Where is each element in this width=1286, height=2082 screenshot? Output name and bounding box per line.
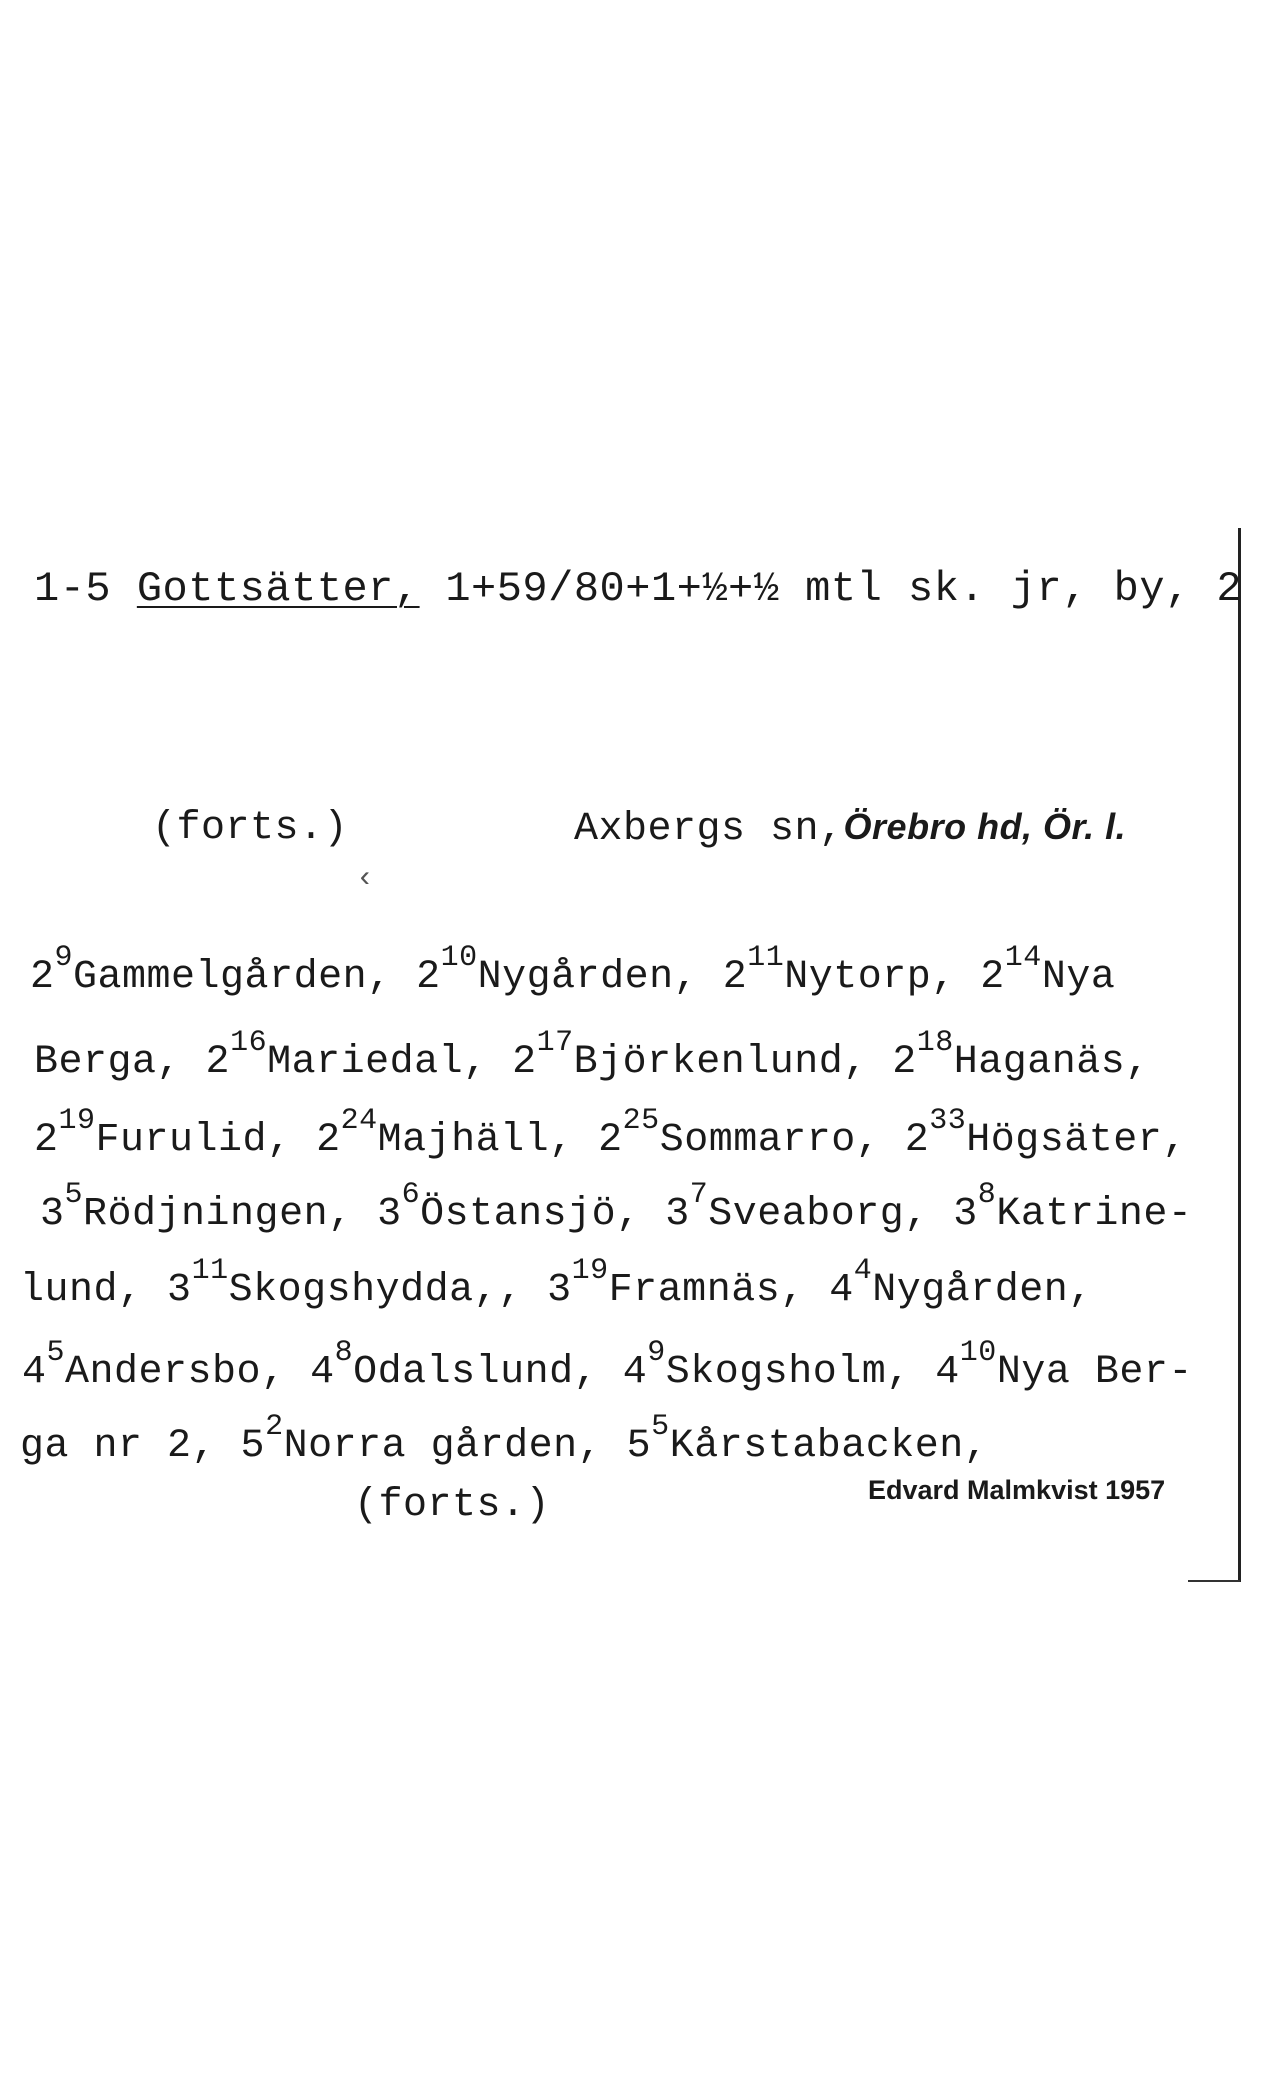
entry-name: Furulid, xyxy=(95,1118,292,1163)
entry-sup: 5 xyxy=(46,1336,66,1370)
entry-sup: 19 xyxy=(571,1254,609,1288)
entry-sup: 7 xyxy=(689,1178,709,1212)
entry-name: Nygården, xyxy=(872,1268,1093,1313)
entry-num: 2 xyxy=(30,955,55,1000)
district-name: Örebro hd, Ör. l. xyxy=(843,806,1127,847)
entry-num: 2 xyxy=(316,1118,341,1163)
entry-num: 2 xyxy=(512,1040,537,1085)
entry-line-3 xyxy=(34,1104,1187,1163)
pencil-mark: ‹ xyxy=(356,862,375,896)
entry-sup: 10 xyxy=(959,1336,997,1370)
entry-name: Nya Ber- xyxy=(996,1350,1193,1395)
entry-sup: 11 xyxy=(747,941,785,975)
entry-name: Framnäs, xyxy=(608,1268,805,1313)
entry-sup: 17 xyxy=(536,1026,574,1060)
entry-sup: 24 xyxy=(340,1104,378,1138)
entry-sup: 5 xyxy=(651,1410,670,1444)
entry-sup: 33 xyxy=(929,1104,967,1138)
entry-name: Nya xyxy=(1041,955,1116,1000)
header-range: 1-5 xyxy=(34,565,112,613)
entry-name: Högsäter, xyxy=(966,1118,1187,1163)
parish-line xyxy=(574,806,1126,852)
entry-num: 2 xyxy=(722,955,748,1000)
parish-name: Axbergs sn, xyxy=(574,807,844,852)
entry-num: 3 xyxy=(665,1192,690,1237)
entry-num: 2 xyxy=(892,1040,917,1085)
entry-num: 4 xyxy=(22,1350,47,1395)
entry-sup: 9 xyxy=(54,941,74,975)
entry-sup: 8 xyxy=(977,1178,997,1212)
entry-sup: 19 xyxy=(58,1104,96,1138)
entry-sup: 18 xyxy=(916,1026,954,1060)
entry-sup: 10 xyxy=(440,941,478,975)
entry-name: Berga, xyxy=(34,1040,182,1085)
entry-name: Skogsholm, xyxy=(665,1350,911,1395)
entry-name: Kårstabacken, xyxy=(669,1424,989,1469)
entry-num: 4 xyxy=(829,1268,854,1313)
entry-name: Odalslund, xyxy=(353,1350,599,1395)
entry-sup: 4 xyxy=(853,1254,873,1288)
entry-num: 2 xyxy=(598,1118,623,1163)
entry-sup: 2 xyxy=(265,1410,284,1444)
entry-line-7 xyxy=(20,1410,989,1469)
entry-num: 2 xyxy=(205,1040,231,1085)
header-farm-name: Gottsätter, xyxy=(136,565,420,613)
entry-name: lund, xyxy=(20,1268,143,1313)
entry-num: 5 xyxy=(240,1424,266,1469)
entry-num: 2 xyxy=(980,955,1005,1000)
header-description: 1+59/80+1+½+½ mtl sk. jr, by, 2 xyxy=(445,565,1243,613)
entry-sup: 11 xyxy=(191,1254,229,1288)
entry-name: Östansjö, xyxy=(420,1192,641,1237)
entry-num: 3 xyxy=(167,1268,192,1313)
entry-sup: 25 xyxy=(622,1104,660,1138)
entry-num: 3 xyxy=(953,1192,978,1237)
entry-name: Andersbo, xyxy=(65,1350,286,1395)
entry-name: Sveaborg, xyxy=(708,1192,929,1237)
entry-num: 2 xyxy=(34,1118,59,1163)
entry-name: Majhäll, xyxy=(377,1118,574,1163)
entry-sup: 9 xyxy=(647,1336,666,1370)
entry-name: Haganäs, xyxy=(953,1040,1150,1085)
entry-name: Gammelgården, xyxy=(73,955,392,1000)
forts-top: (forts.) xyxy=(152,806,349,851)
entry-num: 2 xyxy=(904,1118,930,1163)
entry-sup: 16 xyxy=(230,1026,268,1060)
forts-bottom: (forts.) xyxy=(354,1483,551,1528)
entry-name: Björkenlund, xyxy=(573,1040,868,1085)
entry-line-5 xyxy=(20,1254,1093,1313)
entry-name: Nygården, xyxy=(477,955,699,1000)
entry-name: Sommarro, xyxy=(659,1118,881,1163)
entry-name: Rödjningen, xyxy=(83,1192,353,1237)
card-right-border xyxy=(1238,528,1241,1582)
entry-name: ga nr 2, xyxy=(20,1424,217,1469)
entry-name: Mariedal, xyxy=(267,1040,488,1085)
entry-line-4 xyxy=(40,1178,1193,1237)
entry-num: 4 xyxy=(622,1350,648,1395)
card-bottom-border xyxy=(1188,1580,1240,1582)
header-line xyxy=(34,565,1242,613)
entry-line-6 xyxy=(22,1336,1193,1395)
author-stamp: Edvard Malmkvist 1957 xyxy=(868,1475,1166,1505)
entry-name: Skogshydda,, xyxy=(228,1268,523,1313)
entry-num: 4 xyxy=(935,1350,960,1395)
entry-name: Katrine- xyxy=(996,1192,1193,1237)
entry-sup: 6 xyxy=(401,1178,421,1212)
entry-name: Nytorp, xyxy=(784,955,956,1000)
entry-num: 3 xyxy=(40,1192,65,1237)
entry-line-1 xyxy=(30,941,1116,1000)
entry-num: 2 xyxy=(416,955,441,1000)
entry-sup: 8 xyxy=(334,1336,354,1370)
entry-sup: 14 xyxy=(1004,941,1042,975)
entry-num: 5 xyxy=(626,1424,652,1469)
entry-line-2 xyxy=(34,1026,1150,1085)
entry-sup: 5 xyxy=(64,1178,84,1212)
entry-num: 3 xyxy=(377,1192,402,1237)
entry-num: 3 xyxy=(547,1268,572,1313)
entry-num: 4 xyxy=(310,1350,335,1395)
entry-name: Norra gården, xyxy=(283,1424,603,1469)
